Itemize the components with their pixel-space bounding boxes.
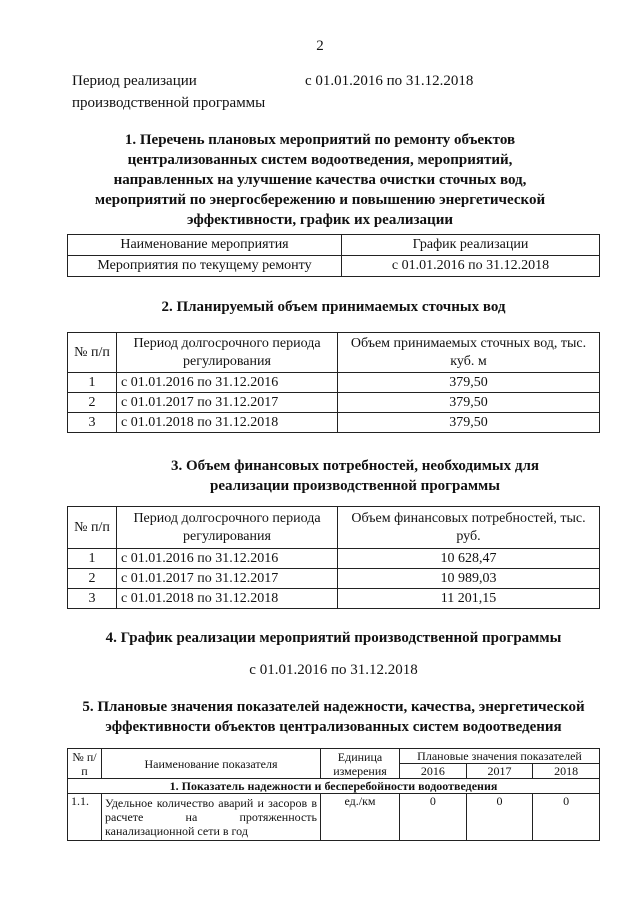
table-cell: с 01.01.2017 по 31.12.2017	[117, 569, 338, 589]
table-cell: с 01.01.2016 по 31.12.2016	[117, 549, 338, 569]
table-header-cell: Наименование показателя	[102, 749, 321, 779]
table-cell: 1	[68, 549, 117, 569]
table-row	[68, 393, 600, 413]
table-cell: Мероприятия по текущему ремонту	[68, 256, 342, 277]
table-header-cell: 2018	[533, 764, 600, 779]
table-cell: Удельное количество аварий и засоров в расчете на протяженность канализационной сети в год	[102, 794, 321, 841]
section1-table	[67, 234, 600, 277]
table-header-cell: № п/п	[68, 749, 102, 779]
section2-table	[67, 332, 600, 433]
table-header-cell: 2017	[466, 764, 533, 779]
table-cell: с 01.01.2018 по 31.12.2018	[117, 413, 338, 433]
table-header-cell: № п/п	[68, 333, 117, 373]
table-header-row	[68, 507, 600, 549]
table-cell: с 01.01.2017 по 31.12.2017	[117, 393, 338, 413]
table-cell: с 01.01.2016 по 31.12.2018	[342, 256, 600, 277]
table-cell: 0	[533, 794, 600, 841]
table-header-cell: График реализации	[342, 235, 600, 256]
table-cell: 10 628,47	[338, 549, 600, 569]
table-cell: 379,50	[338, 373, 600, 393]
table-cell: 1	[68, 373, 117, 393]
table-cell: 1.1.	[68, 794, 102, 841]
table-row	[68, 794, 600, 841]
table-cell: 379,50	[338, 393, 600, 413]
table-row	[68, 256, 600, 277]
section5-title: 5. Плановые значения показателей надежности, качества, энергетической эффективности объектов централизованных систем водоотведения	[82, 699, 585, 735]
table-header-cell: Объем принимаемых сточных вод, тыс. куб. м	[338, 333, 600, 373]
table-cell: 11 201,15	[338, 589, 600, 609]
period-label: Период реализации производственной программы	[72, 73, 266, 111]
section4-period: с 01.01.2016 по 31.12.2018	[249, 662, 418, 678]
table-cell: 3	[68, 413, 117, 433]
page-number: 2	[316, 38, 324, 54]
table-cell: 0	[466, 794, 533, 841]
table-cell: 2	[68, 569, 117, 589]
table-header-cell: № п/п	[68, 507, 117, 549]
table-group-cell: 1. Показатель надежности и бесперебойности водоотведения	[68, 779, 600, 794]
table-header-cell: Плановые значения показателей	[400, 749, 600, 764]
table-header-cell: Период долгосрочного периода регулирования	[117, 333, 338, 373]
table-cell: ед./км	[321, 794, 400, 841]
table-header-cell: Объем финансовых потребностей, тыс. руб.	[338, 507, 600, 549]
table-group-row	[68, 779, 600, 794]
table-header-cell: Период долгосрочного периода регулирования	[117, 507, 338, 549]
table-cell: 0	[400, 794, 467, 841]
table-cell: с 01.01.2016 по 31.12.2016	[117, 373, 338, 393]
section4-title: 4. График реализации мероприятий производственной программы	[105, 630, 562, 646]
table-row	[68, 549, 600, 569]
table-header-cell: Единица измерения	[321, 749, 400, 779]
section3-title: 3. Объем финансовых потребностей, необходимых для реализации производственной программы	[170, 458, 540, 494]
section3-table	[67, 506, 600, 609]
section2-title: 2. Планируемый объем принимаемых сточных вод	[161, 299, 506, 315]
table-cell: 10 989,03	[338, 569, 600, 589]
section5-table	[67, 748, 600, 841]
table-cell: 379,50	[338, 413, 600, 433]
table-cell: с 01.01.2018 по 31.12.2018	[117, 589, 338, 609]
table-header-row	[68, 749, 600, 764]
table-row	[68, 589, 600, 609]
table-row	[68, 413, 600, 433]
table-header-row	[68, 333, 600, 373]
table-header-row	[68, 235, 600, 256]
table-row	[68, 569, 600, 589]
table-row	[68, 373, 600, 393]
table-cell: 3	[68, 589, 117, 609]
table-cell: 2	[68, 393, 117, 413]
table-header-cell: 2016	[400, 764, 467, 779]
section1-title: 1. Перечень плановых мероприятий по ремонту объектов централизованных систем водоотведения, мероприятий, направленных на улучшение качества очистки сточных вод, мероприятий по энергосбережению и повышению энергетической эффективности, график их реализации	[94, 132, 546, 228]
table-header-cell: Наименование мероприятия	[68, 235, 342, 256]
period-value: с 01.01.2016 по 31.12.2018	[305, 73, 474, 89]
